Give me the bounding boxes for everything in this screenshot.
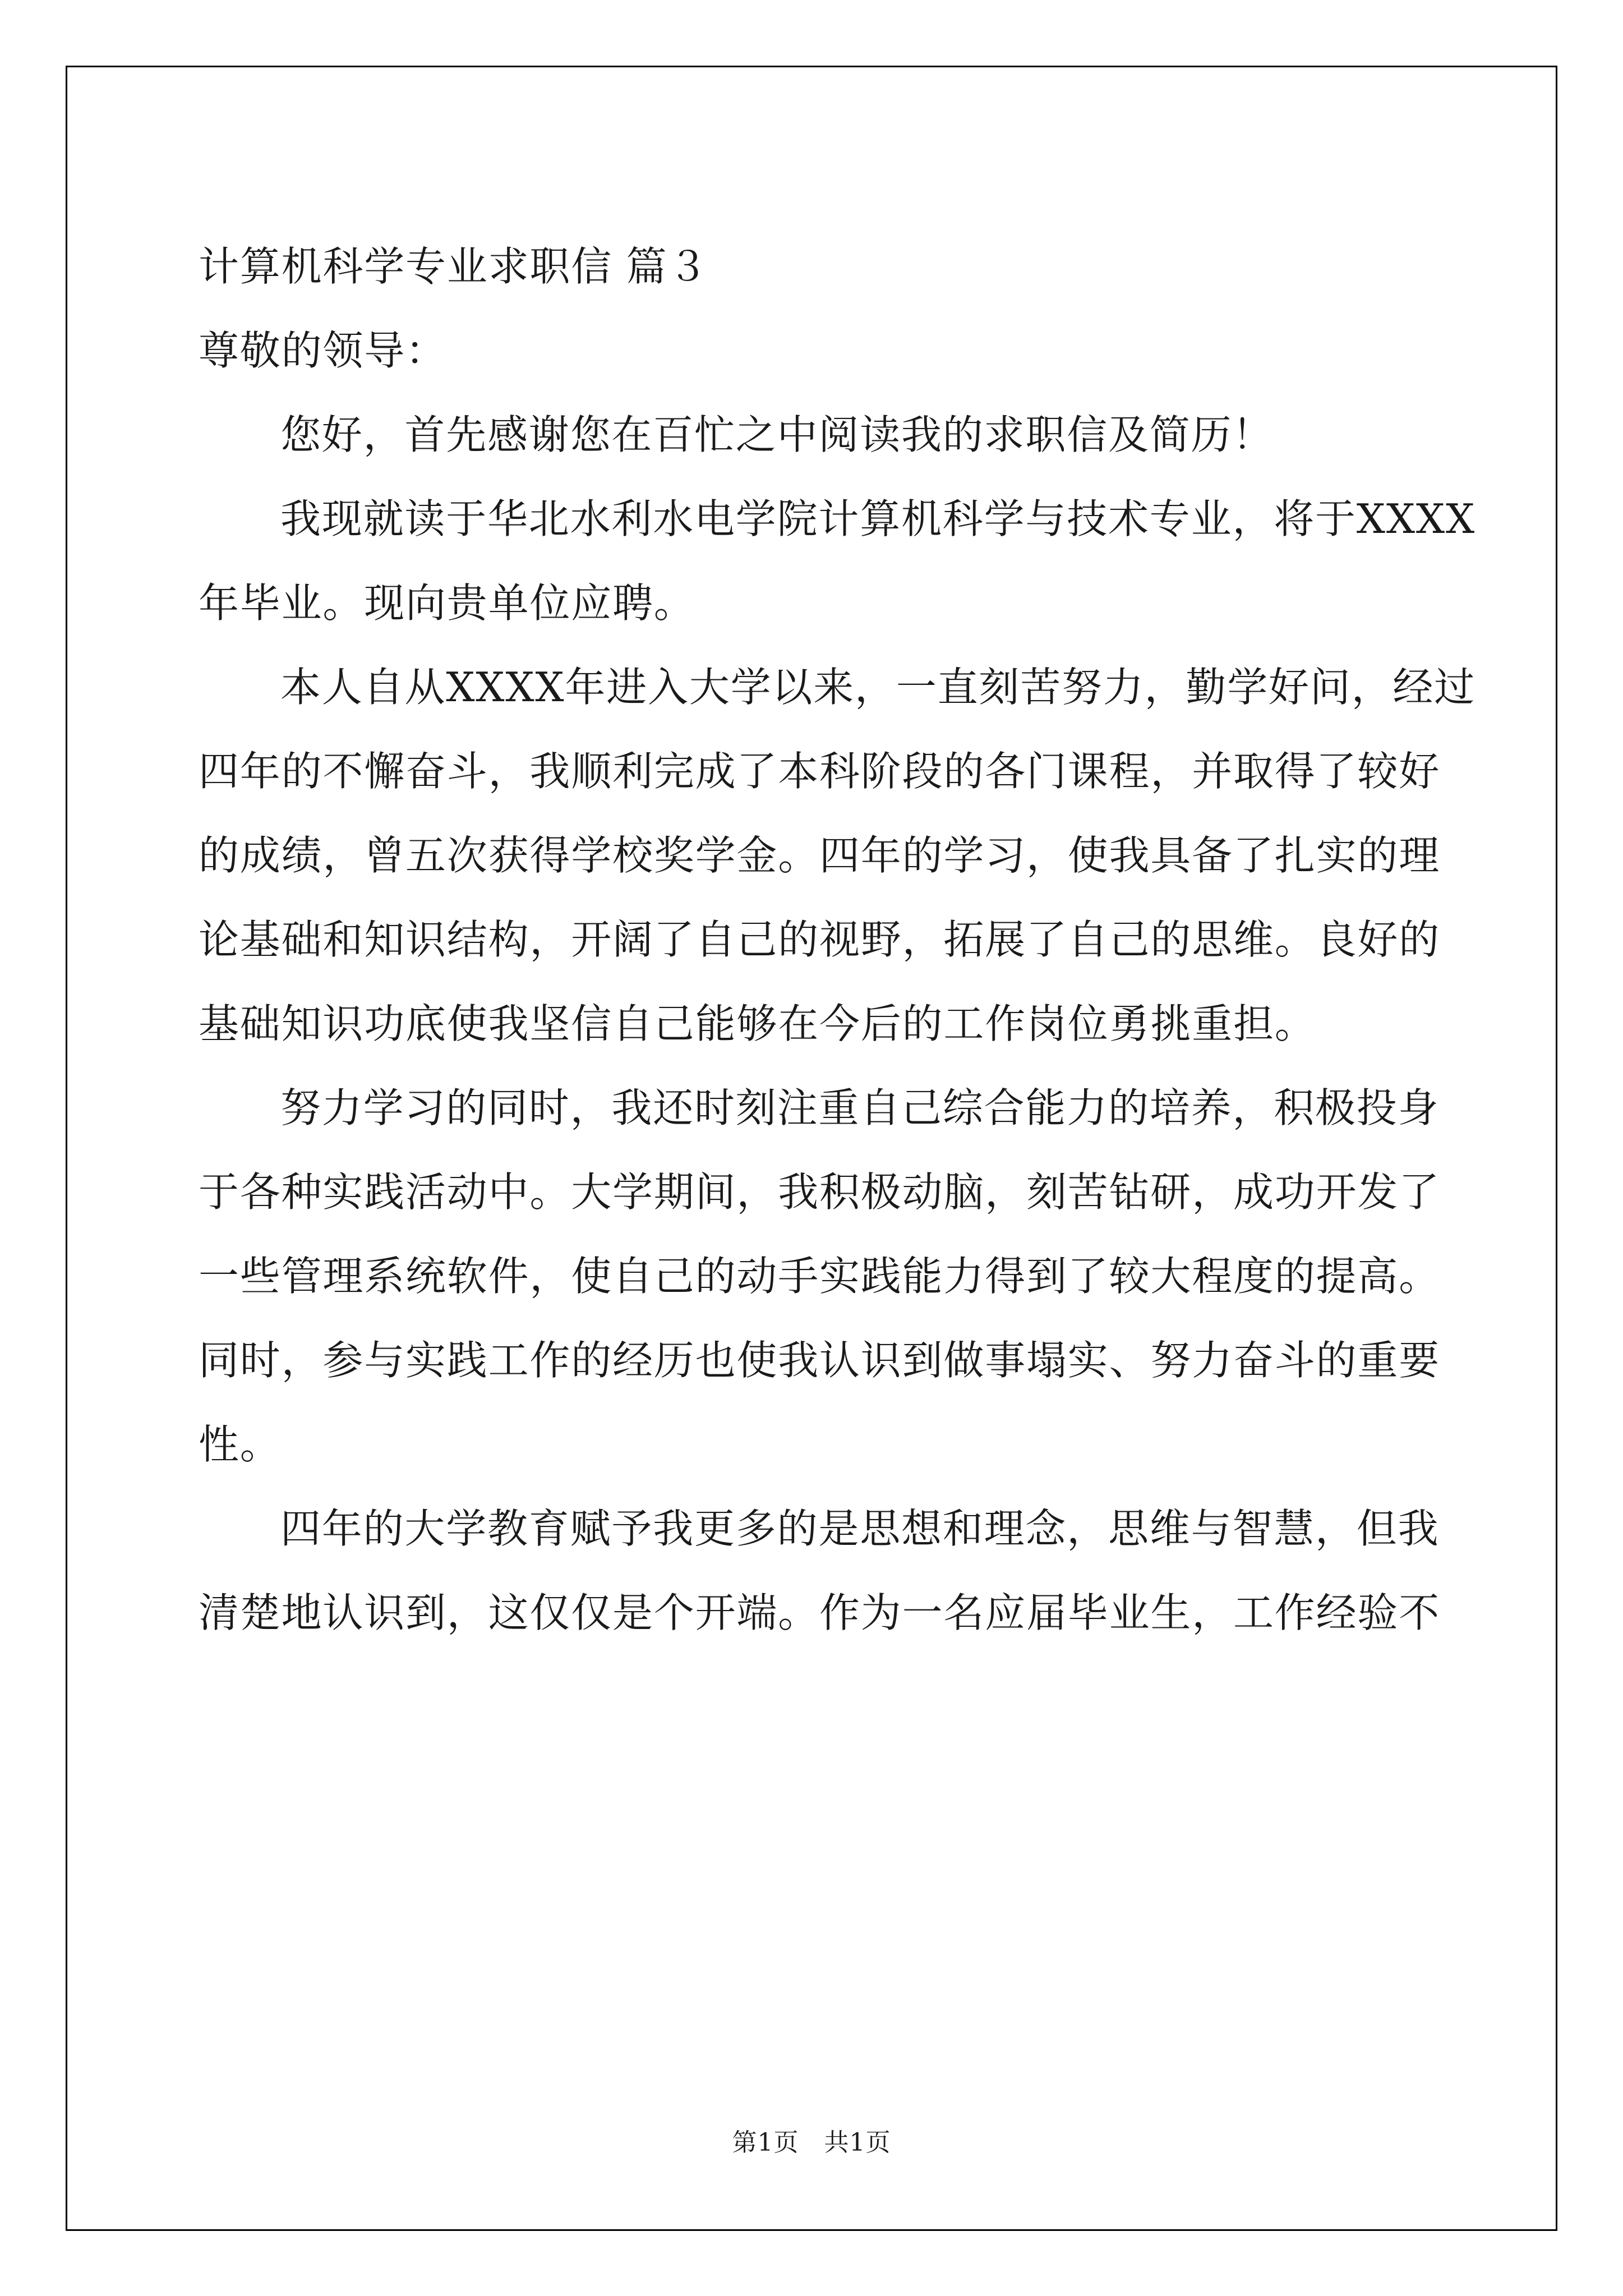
paragraph-4-line-5: 性。 [199,1421,282,1468]
paragraph-3-line-2: 四年的不懈奋斗，我顺利完成了本科阶段的各门课程，并取得了较好 [199,748,1441,795]
paragraph-5-line-1: 四年的大学教育赋予我更多的是思想和理念，思维与智慧，但我 [280,1505,1440,1552]
paragraph-1-line-1: 您好，首先感谢您在百忙之中阅读我的求职信及简历！ [280,411,1274,458]
paragraph-3-line-4: 论基础和知识结构，开阔了自己的视野，拓展了自己的思维。良好的 [199,916,1441,963]
paragraph-5-line-2: 清楚地认识到，这仅仅是个开端。作为一名应届毕业生，工作经验不 [199,1589,1441,1636]
paragraph-3-line-3: 的成绩，曾五次获得学校奖学金。四年的学习，使我具备了扎实的理 [199,832,1441,879]
paragraph-2-line-1: 我现就读于华北水利水电学院计算机科学与技术专业，将于XXXX [280,495,1476,542]
paragraph-3-line-1: 本人自从XXXX年进入大学以来，一直刻苦努力，勤学好问，经过 [280,664,1476,711]
letter-body [199,224,1476,1655]
letter-title: 计算机科学专业求职信 篇３ [199,243,709,290]
salutation: 尊敬的领导： [199,327,447,374]
paragraph-2-line-2: 年毕业。现向贵单位应聘。 [199,579,695,627]
paragraph-4-line-3: 一些管理系统软件，使自己的动手实践能力得到了较大程度的提高。 [199,1253,1441,1300]
paragraph-4-line-1: 努力学习的同时，我还时刻注重自己综合能力的培养，积极投身 [280,1084,1440,1131]
paragraph-4-line-2: 于各种实践活动中。大学期间，我积极动脑，刻苦钻研，成功开发了 [199,1168,1441,1216]
paragraph-3-line-5: 基础知识功底使我坚信自己能够在今后的工作岗位勇挑重担。 [199,1000,1316,1047]
paragraph-4-line-4: 同时，参与实践工作的经历也使我认识到做事塌实、努力奋斗的重要 [199,1337,1441,1384]
page-footer: 第1页 共1页 [732,2128,891,2157]
